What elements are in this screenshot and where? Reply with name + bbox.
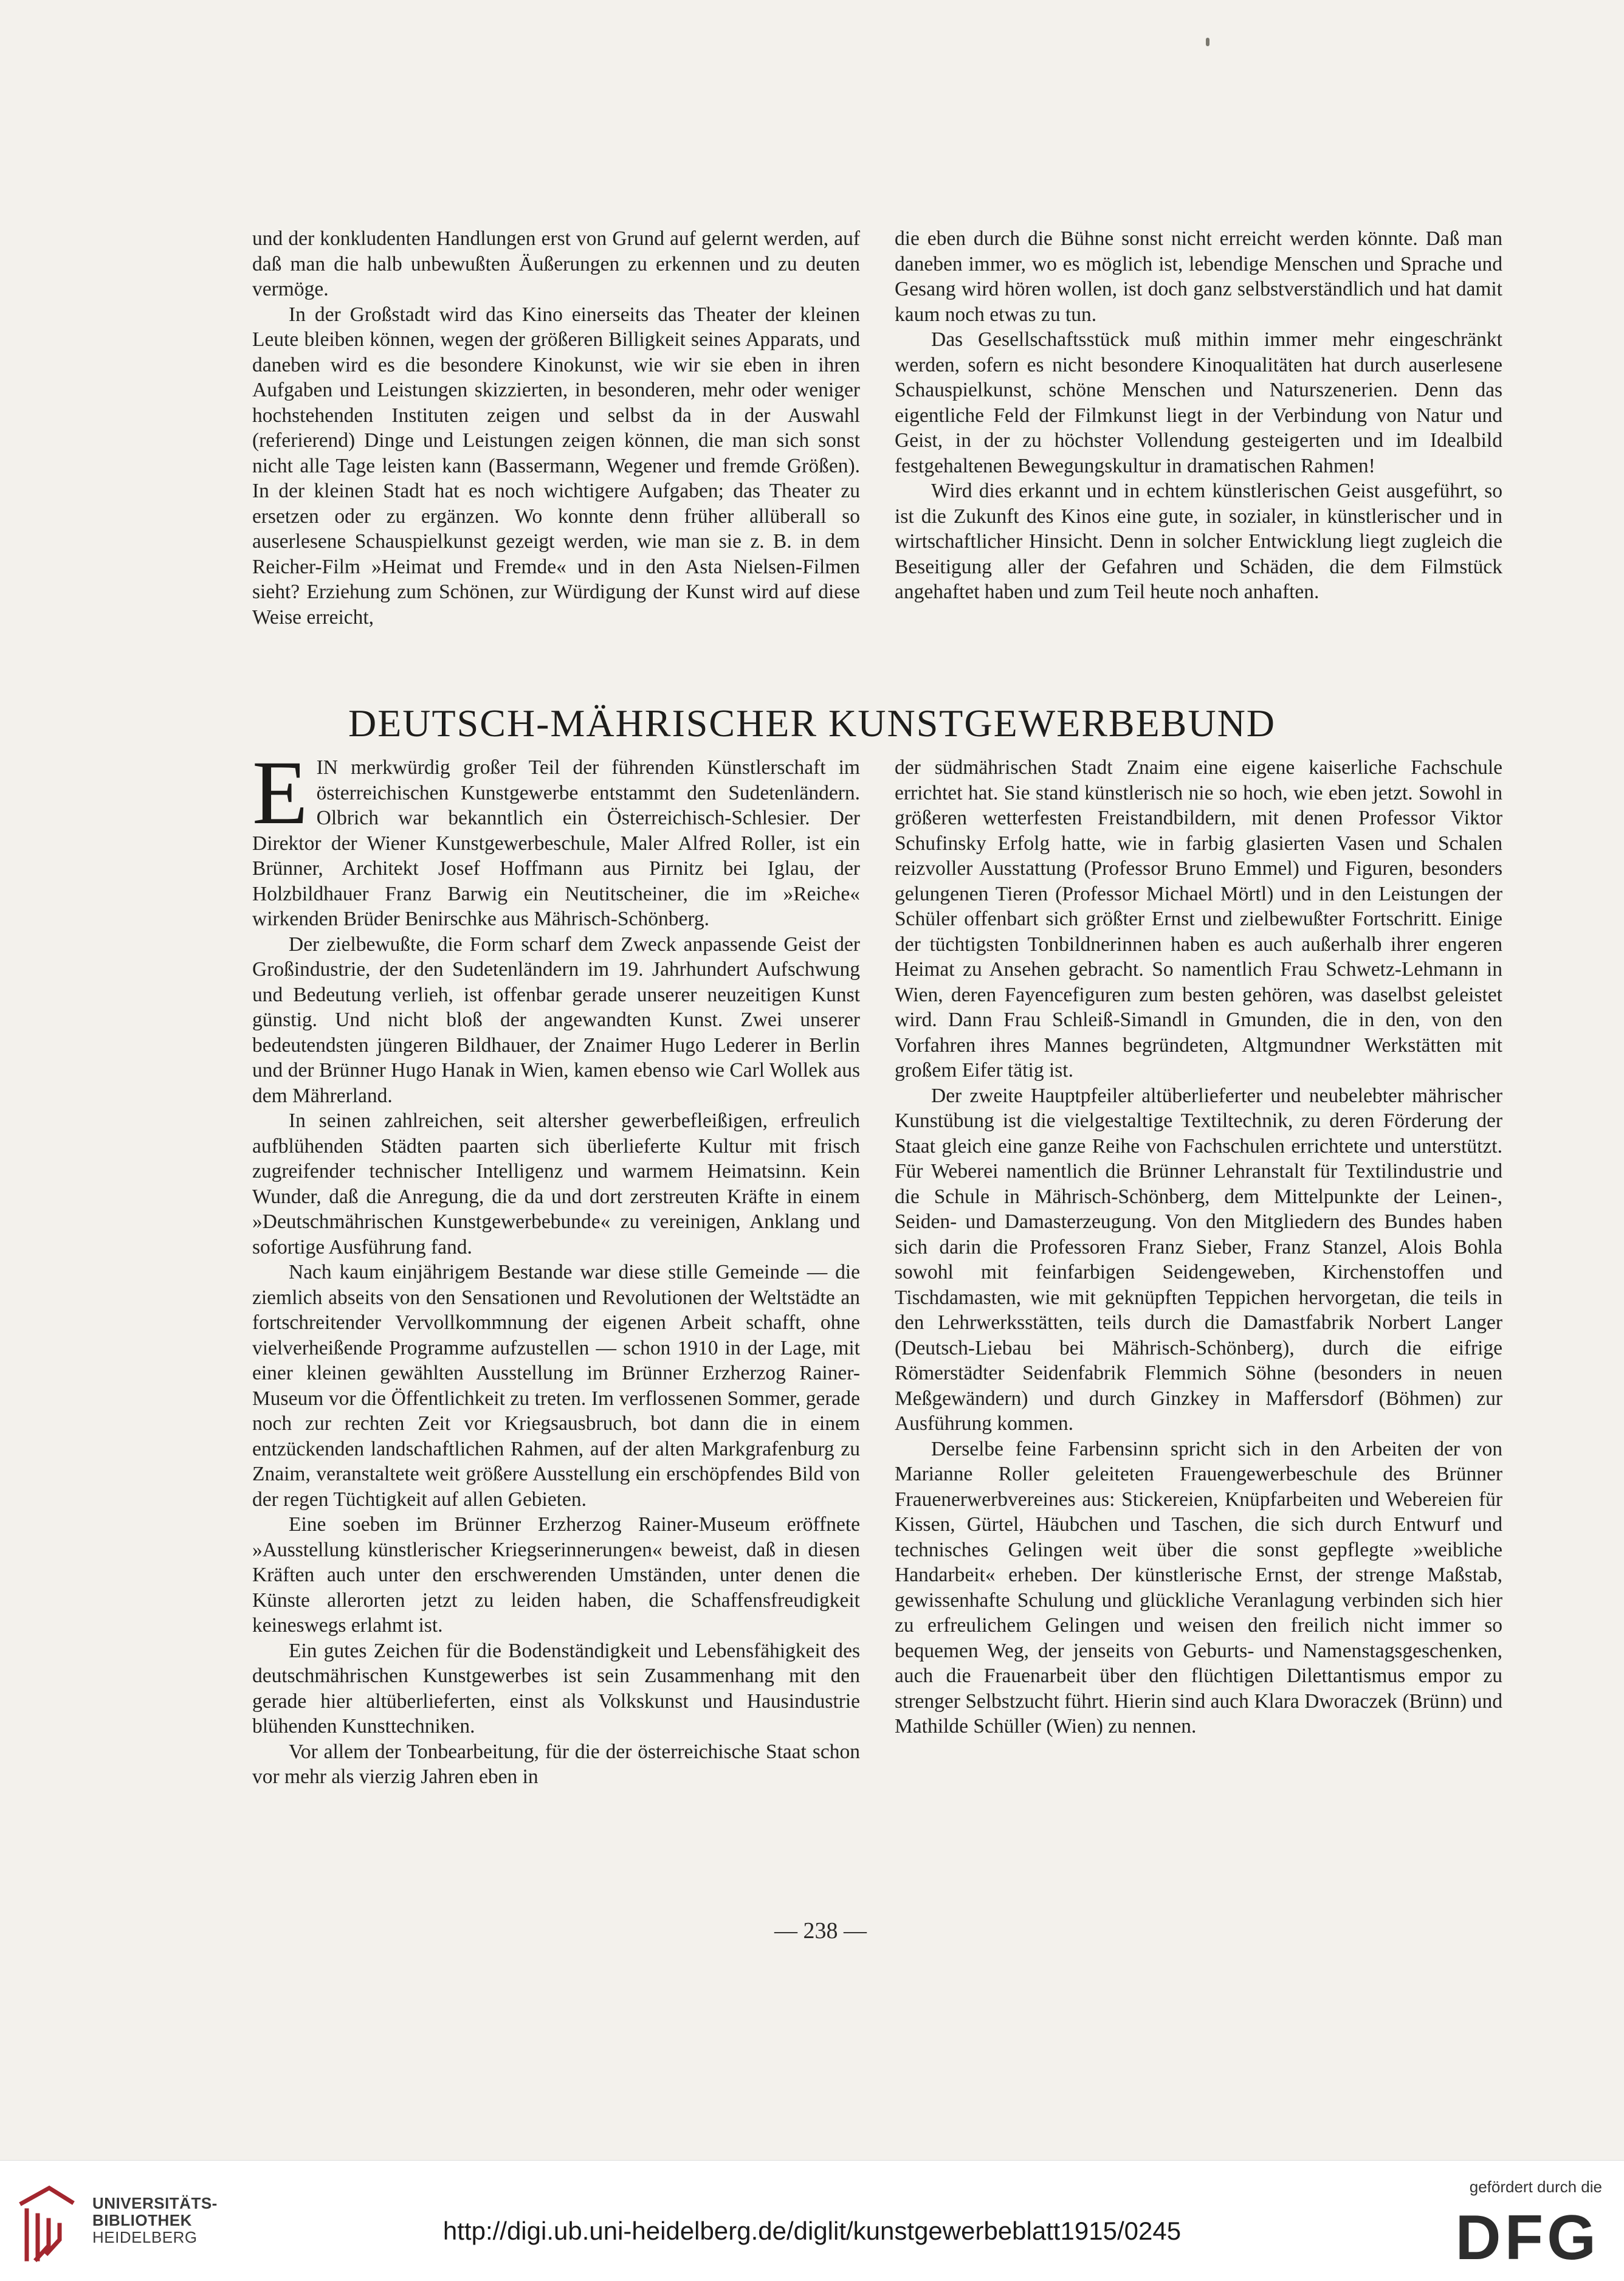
paragraph: Der zielbewußte, die Form scharf dem Zweck anpassende Geist der Großindustrie, der den Sudetenländern im 19. Jahrhundert Aufschwung und Bedeutung verlieh, ist offenbar gerade unserer neuzeitigen Kunst günstig. Und nicht bloß der angewandten Kunst. Zwei unserer bedeutendsten jüngeren Bildhauer, der Znaimer Hugo Lederer in Berlin und der Brünner Hugo Hanak in Wien, kamen ebenso wie Carl Wollek aus dem Mährerland. [252,933,860,1107]
article-heading: DEUTSCH-MÄHRISCHER KUNSTGEWERBEBUND [348,702,1276,745]
viewer-footer [0,2160,1624,2281]
bottom-left-column [252,742,860,1790]
paragraph: IN merkwürdig großer Teil der führenden Künstlerschaft im österreichischen Kunstgewerbe entstammt den Sudetenländern. Olbrich war bekanntlich ein Österreichisch-Schlesier. Der Direktor der Wiener Kunstgewerbeschule, Maler Alfred Roller, ist ein Brünner, Architekt Josef Hoffmann aus Pirnitz bei Iglau, der Holzbildhauer Franz Barwig ein Neutitscheiner, die im »Reiche« wirkenden Brüder Benirschke aus Mährisch-Schönberg. [252,756,860,930]
paragraph: der südmährischen Stadt Znaim eine eigene kaiserliche Fachschule errichtet hat. Sie stand künstlerisch nie so hoch, wie eben jetzt. Sowohl in größeren wetterfesten Freistandbildern, mit denen Professor Viktor Schufinsky Erfolg hatte, wie in farbig glasierten Vasen und Schalen reizvoller Ausstattung (Professor Bruno Emmel) und Figuren, besonders gelungenen Tieren (Professor Michael Mörtl) und in den Leistungen der Schüler offenbart sich größter Ernst und zielbewußter Fortschritt. Einige der tüchtigsten Tonbildnerinnen haben es auch außerhalb ihrer engeren Heimat zu Ansehen gebracht. So namentlich Frau Schwetz-Lehmann in Wien, deren Fayencefiguren zum besten gehören, was daselbst geleistet wird. Dann Frau Schleiß-Simandl in Gmunden, die in den, von den Vorfahren ihres Mannes begründeten, Altgmundner Werkstätten mit großem Eifer tätig ist. [895,756,1502,1082]
page-number: — 238 — [774,1918,867,1944]
library-name-line: HEIDELBERG [92,2228,198,2246]
top-right-column [895,226,1502,605]
permalink-url[interactable]: http://digi.ub.uni-heidelberg.de/diglit/kunstgewerbeblatt1915/0245 [442,2217,1182,2245]
paragraph: Nach kaum einjährigem Bestande war diese stille Gemeinde — die ziemlich abseits von den Sensationen und Revolutionen der Weltstädte an fortschreitender Vervollkommnung der eigenen Arbeit schafft, ohne vielverheißende Programme aufzustellen — schon 1910 in der Lage, mit einer kleinen gewählten Ausstellung im Brünner Erzherzog Rainer-Museum vor die Öffentlichkeit zu treten. Im verflossenen Sommer, gerade noch zur rechten Zeit vor Kriegsausbruch, bot dann die in einem entzückenden landschaftlichen Rahmen, auf der alten Markgrafenburg zu Znaim, veranstaltete weit größere Ausstellung ein erschöpfendes Bild von der regen Tüchtigkeit auf allen Gebieten. [252,1261,860,1511]
paragraph: In seinen zahlreichen, seit altersher gewerbefleißigen, erfreulich aufblühenden Städten paarten sich überlieferte Kultur mit frisch zugreifender technischer Intelligenz und warmem Heimatsinn. Kein Wunder, daß die Anregung, die da und dort zerstreuten Kräfte in einem »Deutschmährischen Kunstgewerbebunde« zu vereinigen, Anklang und sofortige Ausführung fand. [252,1109,860,1258]
paragraph: Das Gesellschaftsstück muß mithin immer mehr eingeschränkt werden, sofern es nicht besondere Kinoqualitäten hat durch auserlesene Schauspielkunst, schöne Menschen und Naturszenerien. Denn das eigentliche Feld der Filmkunst liegt in der Verbindung von Natur und Geist, in der zu höchster Vollendung gesteigerten und im Idealbild festgehaltenen Bewegungskultur in dramatischen Rahmen! [895,328,1502,477]
scan-speck [1206,38,1209,46]
funding-caption: gefördert durch die [1469,2178,1602,2196]
library-name-line: UNIVERSITÄTS- [92,2194,218,2212]
paragraph: In der Großstadt wird das Kino einerseits das Theater der kleinen Leute bleiben können, wegen der größeren Billigkeit seines Apparats, und daneben wird es die besondere Kinokunst, wie wir sie eben in ihren Aufgaben und Leistungen skizzierten, in besonderen, mehr oder weniger hochstehenden Instituten zeigen und selbst da in der Auswahl (referierend) Dinge und Leistungen zeigen können, die man sich sonst nicht alle Tage leisten kann (Bassermann, Wegener und fremde Größen). In der kleinen Stadt hat es noch wichtigere Aufgaben; das Theater zu ersetzen oder zu ergänzen. Wo konnte denn früher allüberall so auserlesene Schauspielkunst gezeigt werden, wie man sie z. B. in dem Reicher-Film »Heimat und Fremde« und in den Asta Nielsen-Filmen sieht? Erziehung zum Schönen, zur Würdigung der Kunst wird auf diese Weise erreicht, [252,303,860,629]
paragraph: und der konkludenten Handlungen erst von Grund auf gelernt werden, auf daß man die halb unbewußten Äußerungen zu erkennen und zu deuten vermöge. [252,227,860,300]
bottom-right-column [895,755,1502,1739]
paragraph: Der zweite Hauptpfeiler altüberlieferter und neubelebter mährischer Kunstübung ist die vielgestaltige Textiltechnik, zu deren Förderung der Staat gleich eine ganze Reihe von Fachschulen errichtete und unterstützt. Für Weberei namentlich die Brünner Lehranstalt für Textilindustrie und die Schule in Mährisch-Schönberg, dem Mittelpunkte der Leinen-, Seiden- und Damasterzeugung. Von den Mitgliedern des Bundes haben sich darin die Professoren Franz Sieber, Franz Stanzel, Alois Bohla sowohl mit feinfarbigen Seidengeweben, Kirchenstoffen und Tischdamasten, wie mit geknüpften Teppichen hervorgetan, die teils in den Lehrwerksstätten, teils durch die Damastfabrik Norbert Langer (Deutsch-Liebau bei Mährisch-Schönberg), durch die eifrige Römerstädter Seidenfabrik Flemmich Söhne (besonders in neuen Meßgewändern) und durch Ginzkey in Maffersdorf (Böhmen) zur Ausführung kommen. [895,1084,1502,1435]
drop-cap: E [252,742,308,843]
paragraph: die eben durch die Bühne sonst nicht erreicht werden könnte. Daß man daneben immer, wo es möglich ist, lebendige Menschen und Sprache und Gesang wird hören wollen, ist doch ganz selbstverständlich und hat damit kaum noch etwas zu tun. [895,227,1502,326]
top-left-column [252,226,860,630]
paragraph: Eine soeben im Brünner Erzherzog Rainer-Museum eröffnete »Ausstellung künstlerischer Kriegserinnerungen« beweist, daß in diesen Kräften auch unter den erschwerenden Umständen, unter denen die Künste allerorten jetzt zu leiden haben, die Schaffensfreudigkeit keineswegs erlahmt ist. [252,1513,860,1637]
paragraph: Wird dies erkannt und in echtem künstlerischen Geist ausgeführt, so ist die Zukunft des Kinos eine gute, in sozialer, in künstlerischer und in wirtschaftlicher Hinsicht. Denn in solcher Entwicklung liegt zugleich die Beseitigung aller der Gefahren und Schäden, die dem Filmstück angehaftet haben und zum Teil heute noch anhaften. [895,480,1502,603]
paragraph: Derselbe feine Farbensinn spricht sich in den Arbeiten der von Marianne Roller geleiteten Frauengewerbeschule des Brünner Frauenerwerbvereines aus: Stickereien, Knüpfarbeiten und Webereien für Kissen, Gürtel, Häubchen und Taschen, die sich durch Entwurf und technisches Gelingen weit über die sonst gepflegte »weibliche Handarbeit« erheben. Der künstlerische Ernst, der strenge Maßstab, gewissenhafte Schulung und glückliche Veranlagung verbinden sich hier zu erfreulichem Gelingen und weisen den freilich nicht immer so bequemen Weg, der jenseits von Geburts- und Namenstagsgeschenken, auch die Frauenarbeit über den flüchtigen Dilettantismus empor zu strenger Selbstzucht führt. Hierin sind auch Klara Dworaczek (Brünn) und Mathilde Schüller (Wien) zu nennen. [895,1437,1502,1737]
paragraph: Vor allem der Tonbearbeitung, für die der österreichische Staat schon vor mehr als vierzig Jahren eben in [252,1740,860,1788]
library-name-line: BIBLIOTHEK [92,2211,192,2229]
dfg-logo[interactable]: DFG [1455,2203,1600,2273]
paragraph: Ein gutes Zeichen für die Bodenständigkeit und Lebensfähigkeit des deutschmährischen Kunstgewerbes ist sein Zusammenhang mit den gerade hier altüberlieferten, einst als Volkskunst und Hausindustrie blühenden Kunsttechniken. [252,1639,860,1737]
